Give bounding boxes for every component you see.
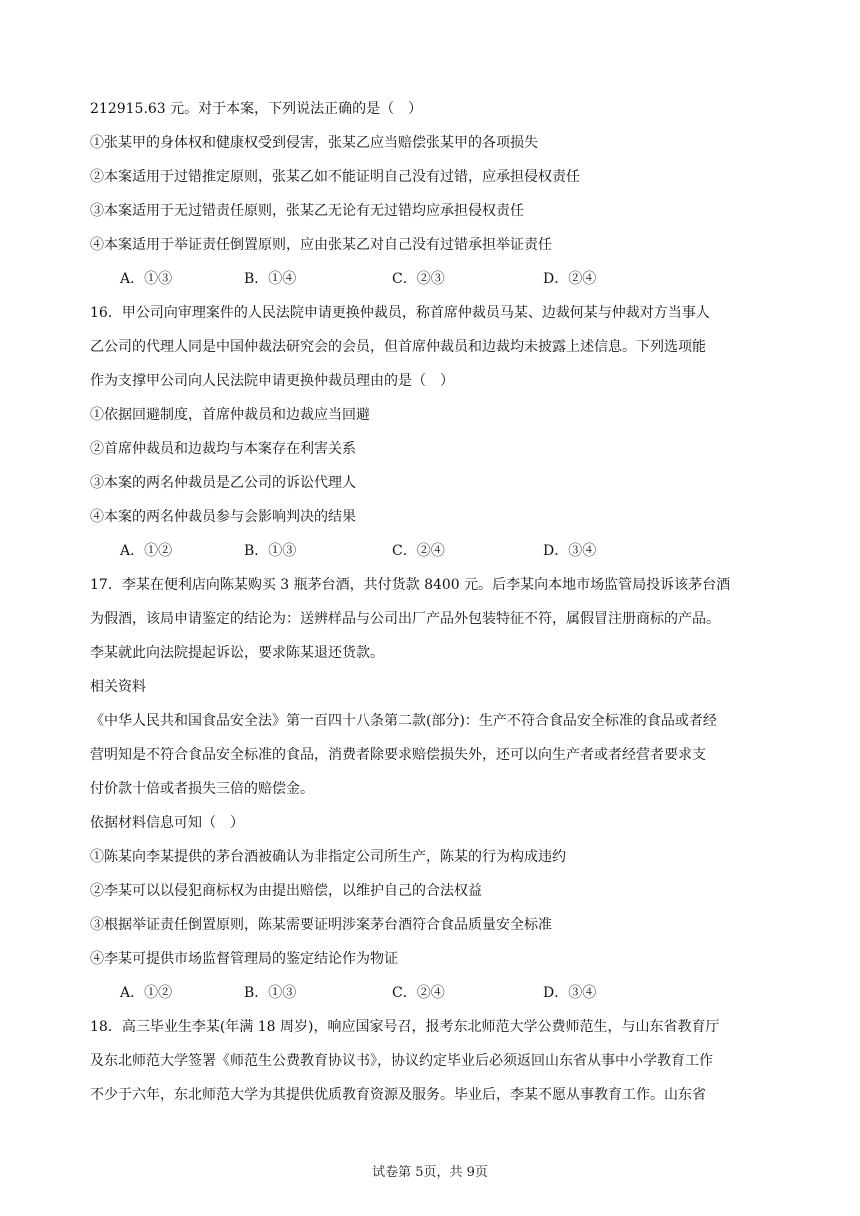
option-a: A．①②	[120, 543, 173, 559]
question-17-stem-line-1: 17．李某在便利店向陈某购买 3 瓶茅台酒，共付货款 8400 元。后李某向本地市场监管局投诉该茅台酒	[90, 577, 731, 593]
question-18-stem-line-3: 不少于六年，东北师范大学为其提供优质教育资源及服务。毕业后，李某不愿从事教育工作。山东省	[90, 1087, 706, 1103]
question-16-statement-2: ②首席仲裁员和边裁均与本案存在利害关系	[90, 441, 356, 457]
question-17-material-heading: 相关资料	[90, 679, 146, 695]
question-15-stem-tail: 212915.63 元。对于本案，下列说法正确的是（ ）	[90, 101, 423, 117]
question-17-prompt: 依据材料信息可知（ ）	[90, 815, 244, 831]
option-a: A．①③	[120, 271, 173, 287]
question-16-statement-3: ③本案的两名仲裁员是乙公司的诉讼代理人	[90, 475, 356, 491]
question-18-stem-line-2: 及东北师范大学签署《师范生公费教育协议书》，协议约定毕业后必须返回山东省从事中小学教育工作	[90, 1053, 713, 1069]
question-16-options	[90, 534, 780, 568]
question-17-material-line-3: 付价款十倍或者损失三倍的赔偿金。	[90, 781, 314, 797]
question-17-material-line-2: 营明知是不符合食品安全标准的食品，消费者除要求赔偿损失外，还可以向生产者或者经营者要求支	[90, 747, 706, 763]
option-c: C．②④	[392, 985, 445, 1001]
question-15-statement-4: ④本案适用于举证责任倒置原则，应由张某乙对自己没有过错承担举证责任	[90, 237, 552, 253]
question-16-statement-4: ④本案的两名仲裁员参与会影响判决的结果	[90, 509, 356, 525]
question-17-material-line-1: 《中华人民共和国食品安全法》第一百四十八条第二款(部分)：生产不符合食品安全标准的食品或者经	[90, 713, 717, 729]
question-15-options	[90, 262, 780, 296]
question-15-statement-2: ②本案适用于过错推定原则，张某乙如不能证明自己没有过错，应承担侵权责任	[90, 169, 580, 185]
option-d: D．③④	[543, 985, 597, 1001]
option-b: B．①③	[244, 543, 297, 559]
question-16-stem-line-1: 16．甲公司向审理案件的人民法院申请更换仲裁员，称首席仲裁员马某、边裁何某与仲裁对方当事人	[90, 305, 710, 321]
option-c: C．②③	[392, 271, 445, 287]
question-16-stem-line-3: 作为支撑甲公司向人民法院申请更换仲裁员理由的是（ ）	[90, 373, 454, 389]
question-17-statement-3: ③根据举证责任倒置原则，陈某需要证明涉案茅台酒符合食品质量安全标准	[90, 917, 552, 933]
option-d: D．②④	[543, 271, 597, 287]
question-17-options	[90, 976, 780, 1010]
question-17-statement-1: ①陈某向李某提供的茅台酒被确认为非指定公司所生产，陈某的行为构成违约	[90, 849, 566, 865]
question-18	[90, 1010, 780, 1112]
question-16	[90, 296, 780, 568]
question-16-stem-line-2: 乙公司的代理人同是中国仲裁法研究会的会员，但首席仲裁员和边裁均未披露上述信息。下列选项能	[90, 339, 706, 355]
question-17-statement-2: ②李某可以以侵犯商标权为由提出赔偿，以维护自己的合法权益	[90, 883, 482, 899]
question-17	[90, 568, 780, 1010]
question-18-stem-line-1: 18．高三毕业生李某(年满 18 周岁)，响应国家号召，报考东北师范大学公费师范生，与山东省教育厅	[90, 1019, 720, 1035]
page-footer: 试卷第 5页，共 9页	[372, 1165, 488, 1180]
question-17-stem-line-3: 李某就此向法院提起诉讼，要求陈某退还货款。	[90, 645, 384, 661]
question-17-stem-line-2: 为假酒，该局申请鉴定的结论为：送辨样品与公司出厂产品外包装特征不符，属假冒注册商标的产品。	[90, 611, 720, 627]
question-15-statement-3: ③本案适用于无过错责任原则，张某乙无论有无过错均应承担侵权责任	[90, 203, 524, 219]
option-b: B．①④	[244, 271, 297, 287]
question-17-statement-4: ④李某可提供市场监督管理局的鉴定结论作为物证	[90, 951, 398, 967]
exam-page	[90, 92, 780, 1112]
option-b: B．①③	[244, 985, 297, 1001]
option-d: D．③④	[543, 543, 597, 559]
option-c: C．②④	[392, 543, 445, 559]
question-15	[90, 92, 780, 296]
question-15-statement-1: ①张某甲的身体权和健康权受到侵害，张某乙应当赔偿张某甲的各项损失	[90, 135, 538, 151]
option-a: A．①②	[120, 985, 173, 1001]
question-16-statement-1: ①依据回避制度，首席仲裁员和边裁应当回避	[90, 407, 370, 423]
